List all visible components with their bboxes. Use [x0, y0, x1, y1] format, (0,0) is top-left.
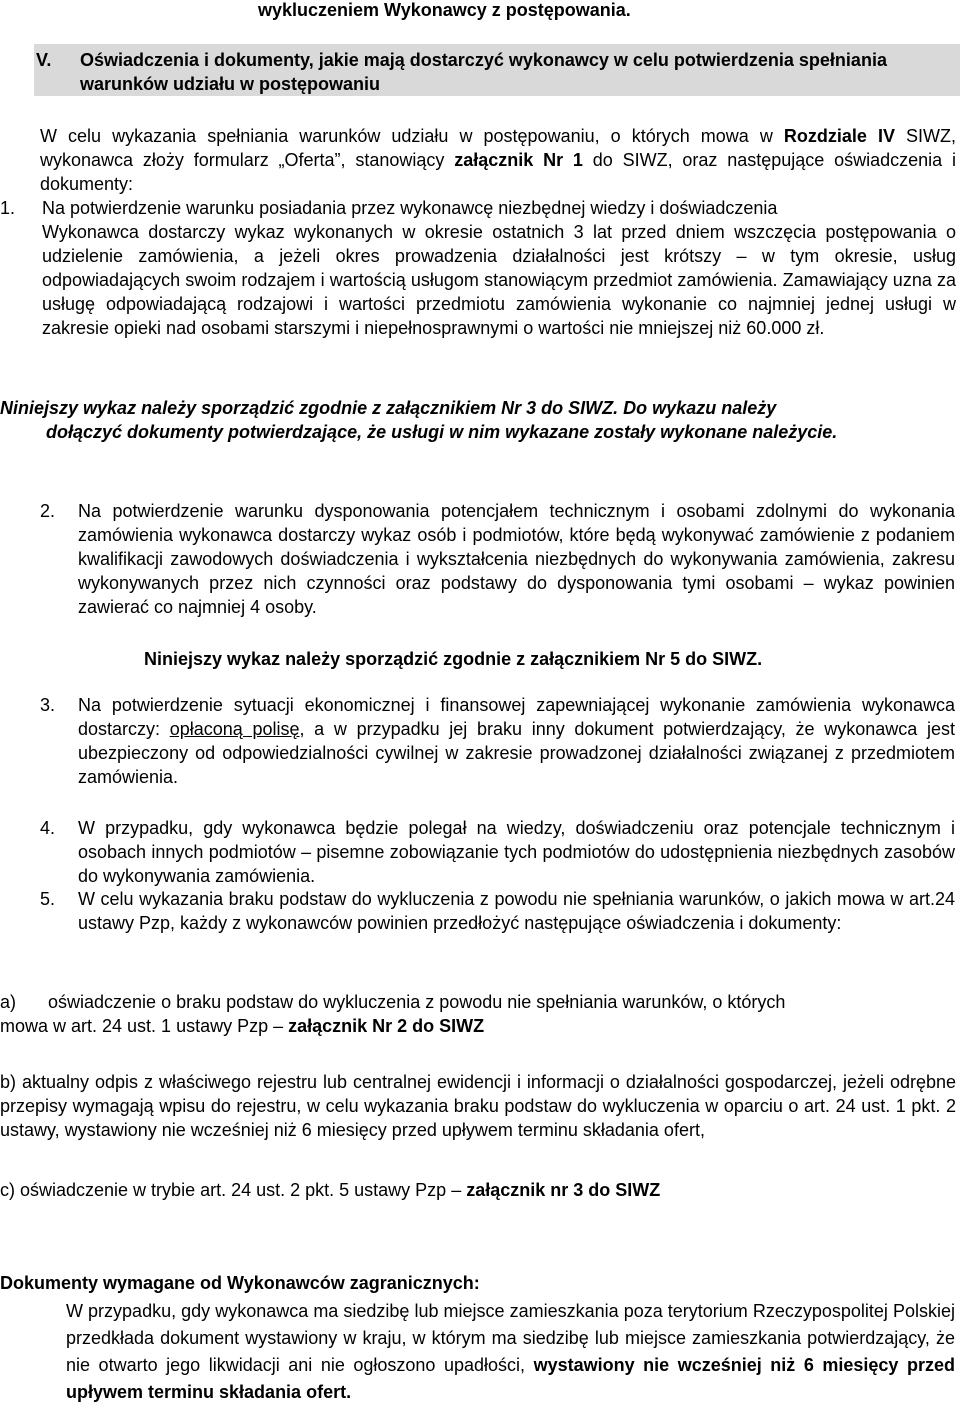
- top-line-text: wykluczeniem Wykonawcy z postępowania.: [258, 0, 631, 20]
- item-a-line2-text: mowa w art. 24 ust. 1 ustawy Pzp –: [0, 1016, 289, 1036]
- foreign-bold-1: wystawiony nie wcześniej niż 6 miesięcy przed upływem terminu składania ofert.: [66, 1355, 955, 1402]
- note1-b: Do wykazu należy: [618, 398, 777, 418]
- item-c-bold: załącznik nr 3 do SIWZ: [466, 1180, 661, 1200]
- item3-text-1: Na potwierdzenie sytuacji ekonomicznej i finansowej zapewniającej wykonanie zamówienia wykonawca dostarczy:: [78, 695, 955, 739]
- note2: Niniejszy wykaz należy sporządzić zgodnie z załącznikiem Nr 5 do SIWZ.: [144, 649, 763, 669]
- item3-text: [78, 693, 955, 789]
- foreign-text-1: W przypadku, gdy wykonawca ma siedzibę lub miejsce zamieszkania poza terytorium Rzeczypospolitej Polskiej przedkłada dokument wystawiony w kraju, w którym ma siedzibę lub miejsce zamieszkania potwierdzający, że nie otwarto jego likwidacji ani nie ogłoszono upadłości,: [66, 1301, 955, 1375]
- top-line: [258, 0, 958, 22]
- item5-text: W celu wykazania braku podstaw do wykluczenia z powodu nie spełniania warunków, o jakich mowa w art.24 ustawy Pzp, każdy z wykonawców powinien przedłożyć następujące oświadczenia i dokumenty:: [78, 889, 955, 933]
- item-c: [0, 1178, 900, 1202]
- intro-text-1: W celu wykazania spełniania warunków udziału w postępowaniu, o których mowa w: [40, 126, 784, 146]
- intro-paragraph: [40, 124, 956, 196]
- item2-number: 2.: [40, 501, 56, 521]
- note1-line2: dołączyć dokumenty potwierdzające, że usługi w nim wykazane zostały wykonane należycie.: [46, 422, 838, 442]
- item-a-line2: [0, 1014, 900, 1038]
- note1-line1: [0, 396, 958, 420]
- intro-text-2: SIWZ, wykonawca złoży formularz „Oferta”, stanowiący: [40, 126, 957, 170]
- item3-number: 3.: [40, 695, 56, 715]
- item1-number: 1.: [0, 198, 16, 218]
- item4-text: W przypadku, gdy wykonawca będzie polegał na wiedzy, doświadczeniu oraz potencjale technicznym i osobach innych podmiotów – pisemne zobowiązanie tych podmiotów do udostępnienia niezbędnych zasobów do wykonywania zamówienia.: [78, 818, 955, 886]
- item-c-text: c) oświadczenie w trybie art. 24 ust. 2 pkt. 5 ustawy Pzp –: [0, 1180, 467, 1200]
- section-number: V.: [36, 50, 52, 70]
- item4-number: 4.: [40, 818, 56, 838]
- note1-a: Niniejszy wykaz należy sporządzić zgodnie z załącznikiem Nr 3 do SIWZ.: [0, 398, 619, 418]
- item1-text: Wykonawca dostarczy wykaz wykonanych w okresie ostatnich 3 lat przed dniem wszczęcia postępowania o udzielenie zamówienia, a jeżeli okres prowadzenia działalności jest krótszy – w tym okresie, usług odpowiadających swoim rodzajem i wartością usługom stanowiącym przedmiot zamówienia. Zamawiający uzna za usługę odpowiadającą rodzajowi i wartości przedmiotu zamówienia wykonanie co najmniej jednej usługi w zakresie opieki nad osobami starszymi i niepełnosprawnymi o wartości nie mniejszej niż 60.000 zł.: [42, 222, 956, 338]
- item2-body: Na potwierdzenie warunku dysponowania potencjałem technicznym i osobami zdolnymi do wykonania zamówienia wykonawca dostarczy wykaz osób i podmiotów, które będą wykonywać zamówienie z podaniem kwalifikacji zawodowych doświadczenia i wykształcenia niezbędnych do wykonywania zamówienia, zakresu wykonywanych przez nich czynności oraz podstawy do dysponowania tymi osobami – wykaz powinien zawierać co najmniej 4 osoby.: [78, 501, 955, 617]
- item3-underlined: opłaconą polisę: [169, 719, 300, 739]
- item3-text-2: , a w przypadku jej braku inny dokument potwierdzający, że wykonawca jest ubezpieczony od odpowiedzialności cywilnej w zakresie prowadzonej działalności związanej z przedmiotem zamówienia.: [78, 719, 955, 787]
- item-a-bold: załącznik Nr 2 do SIWZ: [288, 1016, 485, 1036]
- intro-bold-2: załącznik Nr 1: [454, 150, 583, 170]
- item5-number: 5.: [40, 889, 56, 909]
- item2-text: [78, 499, 955, 619]
- foreign-text: [66, 1298, 955, 1406]
- section-title: Oświadczenia i dokumenty, jakie mają dostarczyć wykonawcy w celu potwierdzenia spełniania warunków udziału w postępowaniu: [80, 50, 887, 94]
- item-a-label: a): [0, 992, 17, 1012]
- item-a-text: oświadczenie o braku podstaw do wykluczenia z powodu nie spełniania warunków, o których: [48, 992, 786, 1012]
- intro-text-3: do SIWZ, oraz następujące oświadczenia i dokumenty:: [40, 150, 957, 194]
- intro-bold-1: Rozdziale IV: [783, 126, 895, 146]
- item-b-text: b) aktualny odpis z właściwego rejestru lub centralnej ewidencji i informacji o działalności gospodarczej, jeżeli odrębne przepisy wymagają wpisu do rejestru, w celu wykazania braku podstaw do wykluczenia w oparciu o art. 24 ust. 1 pkt. 2 ustawy, wystawiony nie wcześniej niż 6 miesięcy przed upływem terminu składania ofert,: [0, 1072, 956, 1140]
- item1-lead: Na potwierdzenie warunku posiadania przez wykonawcę niezbędnej wiedzy i doświadczenia: [42, 198, 778, 218]
- foreign-heading: Dokumenty wymagane od Wykonawców zagranicznych:: [0, 1273, 480, 1293]
